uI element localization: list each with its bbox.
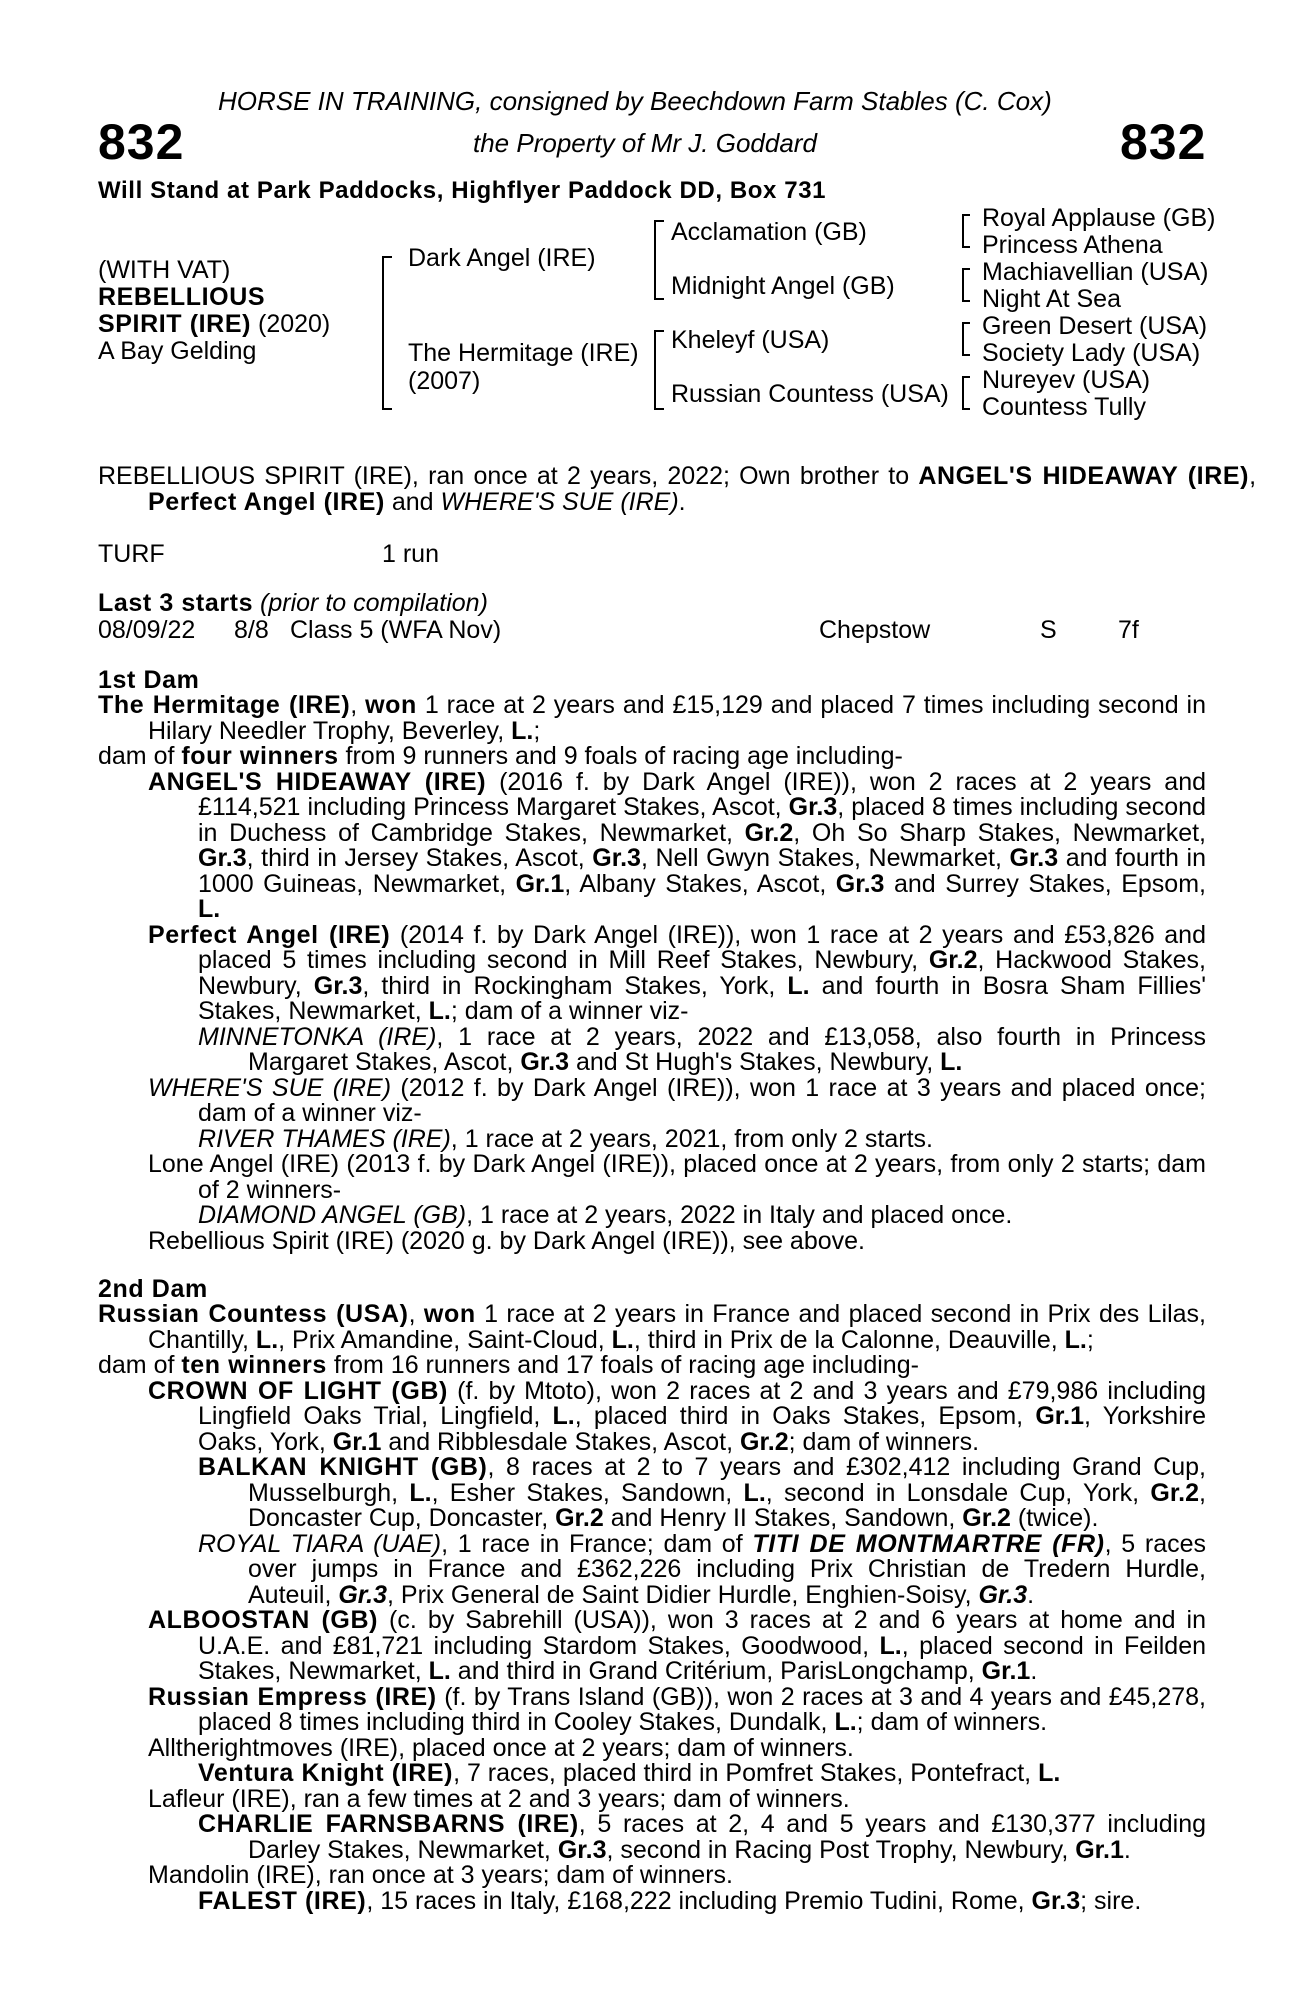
dam1-foal-perfect-angel: Perfect Angel (IRE) (2014 f. by Dark Angel (IRE)), won 1 race at 2 years and £53,826 and placed 5 times including second in Mill Reef Stakes, Newbury, Gr.2, Hackwood Stakes, Newbury, Gr.3, third in Rockingham Stakes, York, L. and fourth in Bosra Sham Fillies' Stakes, Newmarket, L.; dam of a winner viz- — [148, 920, 1207, 1025]
last-starts-heading: Last 3 starts (prior to compilation) — [98, 589, 488, 617]
dam2-paragraph: Russian Countess (USA), won 1 race at 2 years in France and placed second in Prix des Lilas, Chantilly, L., Prix Amandine, Saint-Cloud, L., third in Prix de la Calonne, Deauville, L.; — [98, 1300, 1207, 1354]
brace-ss — [962, 214, 970, 248]
dam1-produce-line: dam of four winners from 9 runners and 9 foals of racing age including- — [98, 742, 903, 770]
brace-gen1 — [382, 256, 392, 410]
horse-name-line1: REBELLIOUS — [98, 283, 266, 311]
brace-sire — [654, 220, 664, 300]
race-going: S — [1040, 616, 1057, 644]
stand-line: Will Stand at Park Paddocks, Highflyer Paddock DD, Box 731 — [98, 177, 827, 204]
dam2-heading: 2nd Dam — [98, 1275, 208, 1303]
brace-sd — [962, 268, 970, 302]
dam1-foal-angels-hideaway: ANGEL'S HIDEAWAY (IRE) (2016 f. by Dark Angel (IRE)), won 2 races at 2 years and £114,521 including Princess Margaret Stakes, Ascot, Gr.3, placed 8 times including second in Duchess of Cambridge Stakes, Newmarket, Gr.2, Oh So Sharp Stakes, Newmarket, Gr.3, third in Jersey Stakes, Ascot, Gr.3, Nell Gwyn Stakes, Newmarket, Gr.3 and fourth in 1000 Guineas, Newmarket, Gr.1, Albany Stakes, Ascot, Gr.3 and Surrey Stakes, Epsom, L. — [148, 767, 1206, 923]
horse-block — [98, 257, 330, 365]
vat-note: (WITH VAT) — [98, 256, 231, 284]
dam2-produce-line: dam of ten winners from 16 runners and 17 foals of racing age including- — [98, 1351, 919, 1379]
dam2-grandfoal-falest: FALEST (IRE), 15 races in Italy, £168,222 including Premio Tudini, Rome, Gr.3; sire. — [198, 1886, 1142, 1915]
race-position: 8/8 — [234, 616, 269, 644]
race-date: 08/09/22 — [98, 616, 196, 644]
dam2-grandfoal-royal-tiara: ROYAL TIARA (UAE), 1 race in France; dam of TITI DE MONTMARTRE (FR), 5 races over jumps in France and £362,226 including Prix Christian de Tredern Hurdle, Auteuil, Gr.3, Prix General de Saint Didier Hurdle, Enghien-Soisy, Gr.3. — [198, 1529, 1207, 1609]
dam2-grandfoal-balkan-knight: BALKAN KNIGHT (GB), 8 races at 2 to 7 years and £302,412 including Grand Cup, Musselburgh, L., Esher Stakes, Sandown, L., second in Lonsdale Cup, York, Gr.2, Doncaster Cup, Doncaster, Gr.2 and Henry II Stakes, Sandown, Gr.2 (twice). — [198, 1453, 1206, 1532]
dam1-heading: 1st Dam — [98, 666, 200, 694]
property-line: the Property of Mr J. Goddard — [473, 128, 817, 158]
brace-dd — [962, 376, 970, 410]
consignor-line: HORSE IN TRAINING, consigned by Beechdown Farm Stables (C. Cox) — [218, 86, 1052, 116]
horse-name-line2: SPIRIT (IRE) (2020) — [98, 310, 331, 338]
race-class: Class 5 (WFA Nov) — [290, 616, 502, 644]
pedigree-ddd: Countess Tully — [982, 393, 1146, 421]
pedigree-sss: Royal Applause (GB) — [982, 204, 1216, 232]
dam1-foal-lone-angel: Lone Angel (IRE) (2013 f. by Dark Angel (IRE)), placed once at 2 years, from only 2 starts; dam of 2 winners- — [148, 1150, 1206, 1204]
dam2-foal-lafleur: Lafleur (IRE), ran a few times at 2 and 3 years; dam of winners. — [148, 1784, 850, 1813]
pedigree-dd: Russian Countess (USA) — [671, 380, 949, 408]
pedigree-sd: Midnight Angel (GB) — [671, 272, 895, 300]
dam1-paragraph: The Hermitage (IRE), won 1 race at 2 years and £15,129 and placed 7 times including second in Hilary Needler Trophy, Beverley, L.; — [98, 691, 1206, 745]
dam1-foal-wheres-sue: WHERE'S SUE (IRE) (2012 f. by Dark Angel (IRE)), won 1 race at 3 years and placed once; dam of a winner viz- — [148, 1073, 1207, 1127]
dam2-foal-russian-empress: Russian Empress (IRE) (f. by Trans Island (GB)), won 2 races at 3 and 4 years and £45,278, placed 8 times including third in Cooley Stakes, Dundalk, L.; dam of winners. — [148, 1682, 1207, 1736]
dam1-section — [98, 693, 1206, 1254]
summary-paragraph: REBELLIOUS SPIRIT (IRE), ran once at 2 years, 2022; Own brother to ANGEL'S HIDEAWAY (IRE), Perfect Angel (IRE) and WHERE'S SUE (IRE). — [98, 462, 1257, 516]
pedigree-dam: The Hermitage (IRE) — [408, 339, 639, 367]
race-course: Chepstow — [819, 616, 931, 644]
dam1-grandfoal-minnetonka: MINNETONKA (IRE), 1 race at 2 years, 2022 and £13,058, also fourth in Princess Margaret Stakes, Ascot, Gr.3 and St Hugh's Stakes, Newbury, L. — [198, 1022, 1206, 1076]
pedigree-ds: Kheleyf (USA) — [671, 326, 830, 354]
pedigree-dss: Green Desert (USA) — [982, 312, 1208, 340]
pedigree-ssd: Princess Athena — [982, 231, 1163, 259]
dam2-foal-mandolin: Mandolin (IRE), ran once at 3 years; dam of winners. — [148, 1861, 733, 1889]
dam2-grandfoal-charlie-farnsbarns: CHARLIE FARNSBARNS (IRE), 5 races at 2, 4 and 5 years and £130,377 including Darley Stakes, Newmarket, Gr.3, second in Racing Post Trophy, Newbury, Gr.1. — [198, 1810, 1206, 1864]
pedigree-sdd: Night At Sea — [982, 285, 1121, 313]
pedigree-sire: Dark Angel (IRE) — [408, 244, 596, 272]
lot-number-left: 832 — [98, 114, 185, 170]
dam2-foal-alboostan: ALBOOSTAN (GB) (c. by Sabrehill (USA)), won 3 races at 2 and 6 years at home and in U.A.E. and £81,721 including Stardom Stakes, Goodwood, L., placed second in Feilden Stakes, Newmarket, L. and third in Grand Critérium, ParisLongchamp, Gr.1. — [148, 1606, 1207, 1685]
pedigree-dam-year: (2007) — [408, 367, 481, 395]
pedigree-dds: Nureyev (USA) — [982, 366, 1151, 394]
pedigree-dsd: Society Lady (USA) — [982, 339, 1201, 367]
horse-description: A Bay Gelding — [98, 337, 257, 365]
dam2-section — [98, 1302, 1206, 1914]
dam2-foal-crown-of-light: CROWN OF LIGHT (GB) (f. by Mtoto), won 2 races at 2 and 3 years and £79,986 including Lingfield Oaks Trial, Lingfield, L., placed third in Oaks Stakes, Epsom, Gr.1, Yorkshire Oaks, York, Gr.1 and Ribblesdale Stakes, Ascot, Gr.2; dam of winners. — [148, 1376, 1206, 1456]
brace-dam — [654, 330, 664, 410]
brace-ds — [962, 322, 970, 356]
dam1-foal-rebellious-spirit: Rebellious Spirit (IRE) (2020 g. by Dark Angel (IRE)), see above. — [148, 1226, 865, 1255]
turf-label: TURF — [98, 540, 165, 568]
dam2-grandfoal-ventura-knight: Ventura Knight (IRE), 7 races, placed third in Pomfret Stakes, Pontefract, L. — [198, 1759, 1061, 1787]
pedigree-ss: Acclamation (GB) — [671, 218, 867, 246]
lot-number-right: 832 — [1120, 114, 1207, 170]
turf-runs: 1 run — [382, 540, 439, 568]
race-distance: 7f — [1118, 616, 1139, 644]
dam2-foal-alltherightmoves: Alltherightmoves (IRE), placed once at 2 years; dam of winners. — [148, 1733, 854, 1762]
pedigree-sds: Machiavellian (USA) — [982, 258, 1209, 286]
dam1-grandfoal-diamond-angel: DIAMOND ANGEL (GB), 1 race at 2 years, 2022 in Italy and placed once. — [198, 1201, 1013, 1229]
dam1-grandfoal-river-thames: RIVER THAMES (IRE), 1 race at 2 years, 2021, from only 2 starts. — [198, 1124, 933, 1153]
